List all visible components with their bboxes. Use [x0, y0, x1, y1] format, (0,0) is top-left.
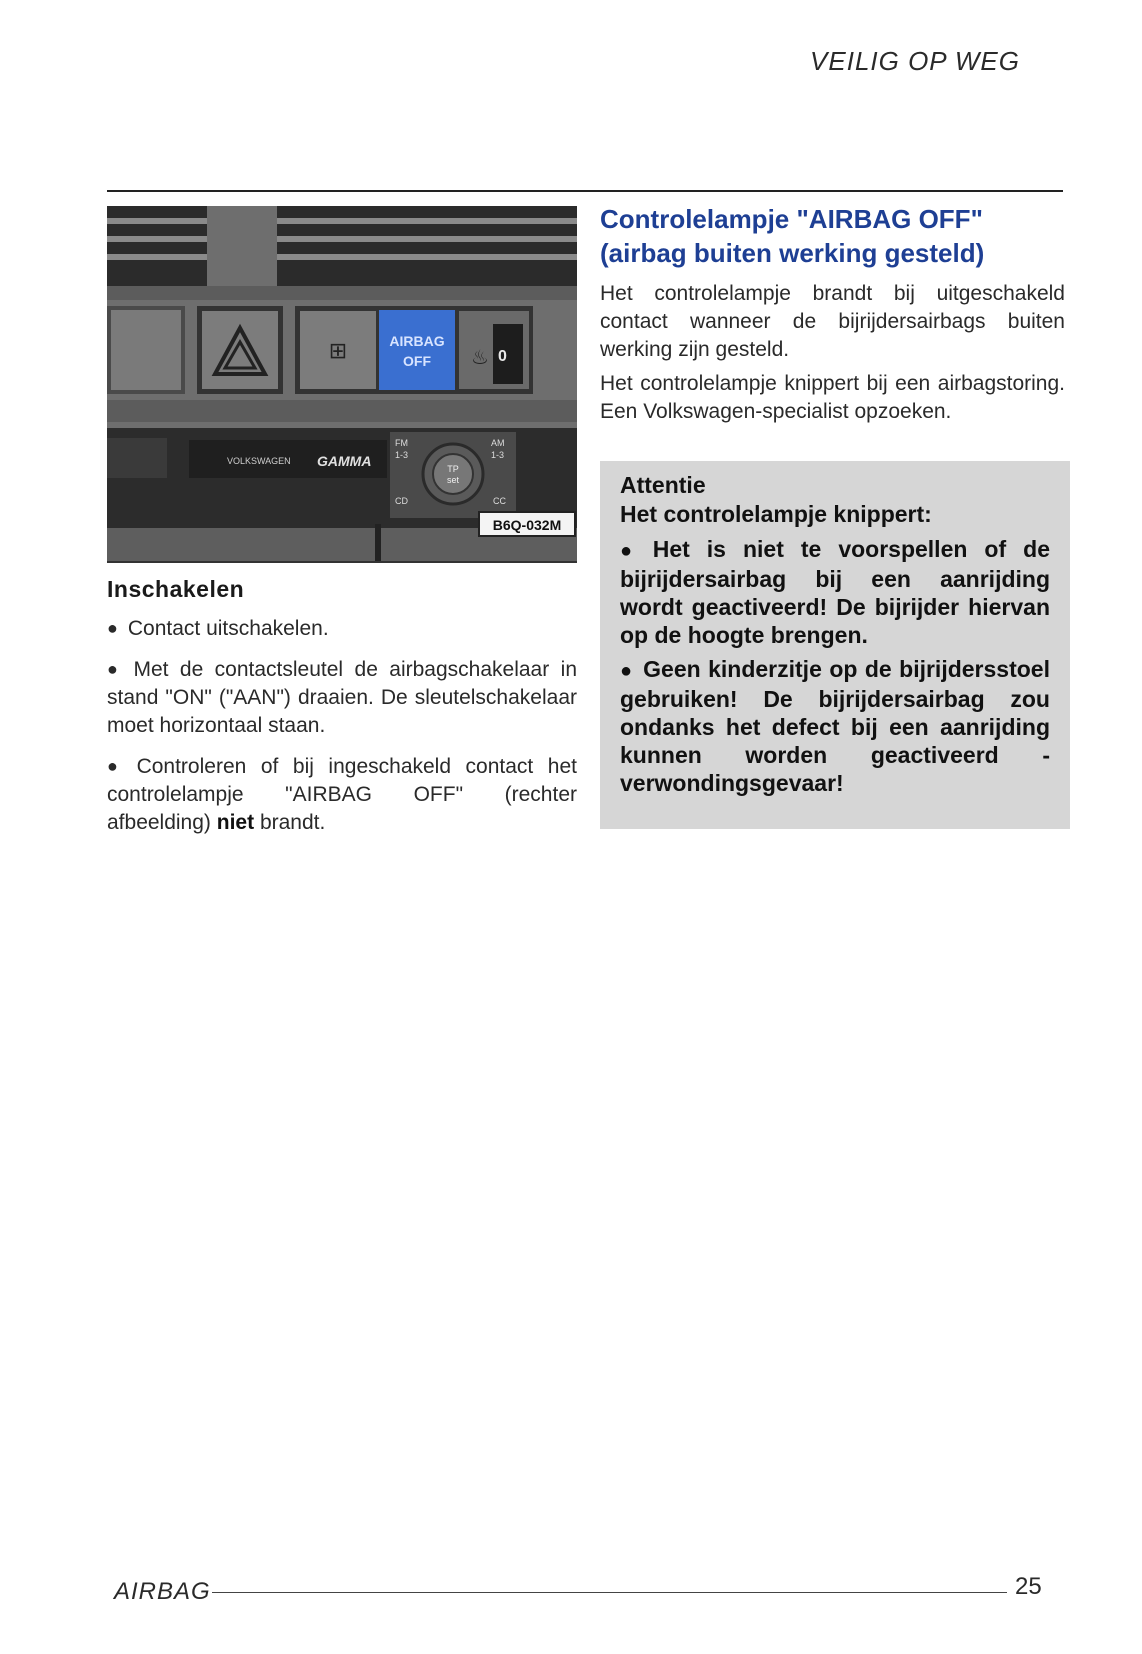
instruction-list [107, 614, 577, 849]
airbag-off-lamp [379, 310, 455, 390]
top-rule [107, 190, 1063, 192]
warning-subtitle: Het controlelampje knippert: [620, 501, 932, 527]
footer-rule [212, 1592, 1007, 1593]
set-label: set [446, 475, 460, 485]
page-number: 25 [1015, 1573, 1042, 1600]
cc-label: CC [493, 496, 506, 506]
bullet-icon: ● [107, 659, 124, 679]
switch-label: 0 [498, 348, 507, 365]
paragraph-2: Het controlelampje knippert bij een airbagstoring. Een Volkswagen-specialist opzoeken. [600, 372, 1065, 423]
warning-box [600, 461, 1070, 829]
fm-sub: 1-3 [395, 450, 409, 460]
list-item: ● Contact uitschakelen. [107, 617, 329, 640]
paragraph-1: Het controlelampje brandt bij uitgeschakeld contact wanneer de bijrijdersairbags buiten werking zijn gesteld. [600, 282, 1065, 361]
radio-brand: VOLKSWAGEN [227, 456, 291, 466]
footer-section-title: AIRBAG [114, 1578, 211, 1605]
radio-model: GAMMA [317, 453, 372, 469]
bullet-icon: ● [620, 660, 634, 682]
tp-label: TP [447, 464, 459, 474]
svg-text:♨: ♨ [471, 347, 489, 369]
am-sub: 1-3 [491, 450, 505, 460]
section-heading-airbag-off: Controlelampje "AIRBAG OFF" (airbag buiten werking gesteld) [600, 204, 985, 268]
emphasis-niet: niet [216, 811, 255, 834]
bullet-icon: ● [620, 540, 643, 562]
running-header: VEILIG OP WEG [810, 46, 1020, 76]
warning-item: ● Geen kinderzitje op de bijrijdersstoel gebruiken! De bijrijdersairbag zou ondanks het defect bij een aanrijding kunnen worden geactiveerd - verwondingsgevaar! [620, 656, 1050, 796]
bullet-icon: ● [107, 756, 127, 776]
fm-label: FM [395, 438, 408, 448]
svg-text:⊞: ⊞ [328, 338, 348, 363]
figure-code: B6Q-032M [492, 517, 562, 533]
list-item: ● Met de contactsleutel de airbagschakelaar in stand "ON" ("AAN") draaien. De sleutelschakelaar moet horizontaal staan. [107, 658, 577, 737]
section-heading-inschakelen: Inschakelen [107, 576, 245, 602]
dashboard-photo [107, 206, 577, 563]
am-label: AM [491, 438, 505, 448]
airbag-label-2: OFF [403, 353, 431, 369]
airbag-label-1: AIRBAG [389, 333, 445, 349]
list-item: ● Controleren of bij ingeschakeld contact het controlelampje "AIRBAG OFF" (rechter afbeelding) niet brandt. [107, 755, 577, 834]
bullet-icon: ● [107, 618, 118, 638]
warning-title: Attentie [620, 472, 706, 498]
warning-item: ● Het is niet te voorspellen of de bijrijdersairbag bij een aanrijding wordt geactiveerd! De bijrijder hiervan op de hoogte brengen. [620, 536, 1050, 648]
cd-label: CD [395, 496, 408, 506]
